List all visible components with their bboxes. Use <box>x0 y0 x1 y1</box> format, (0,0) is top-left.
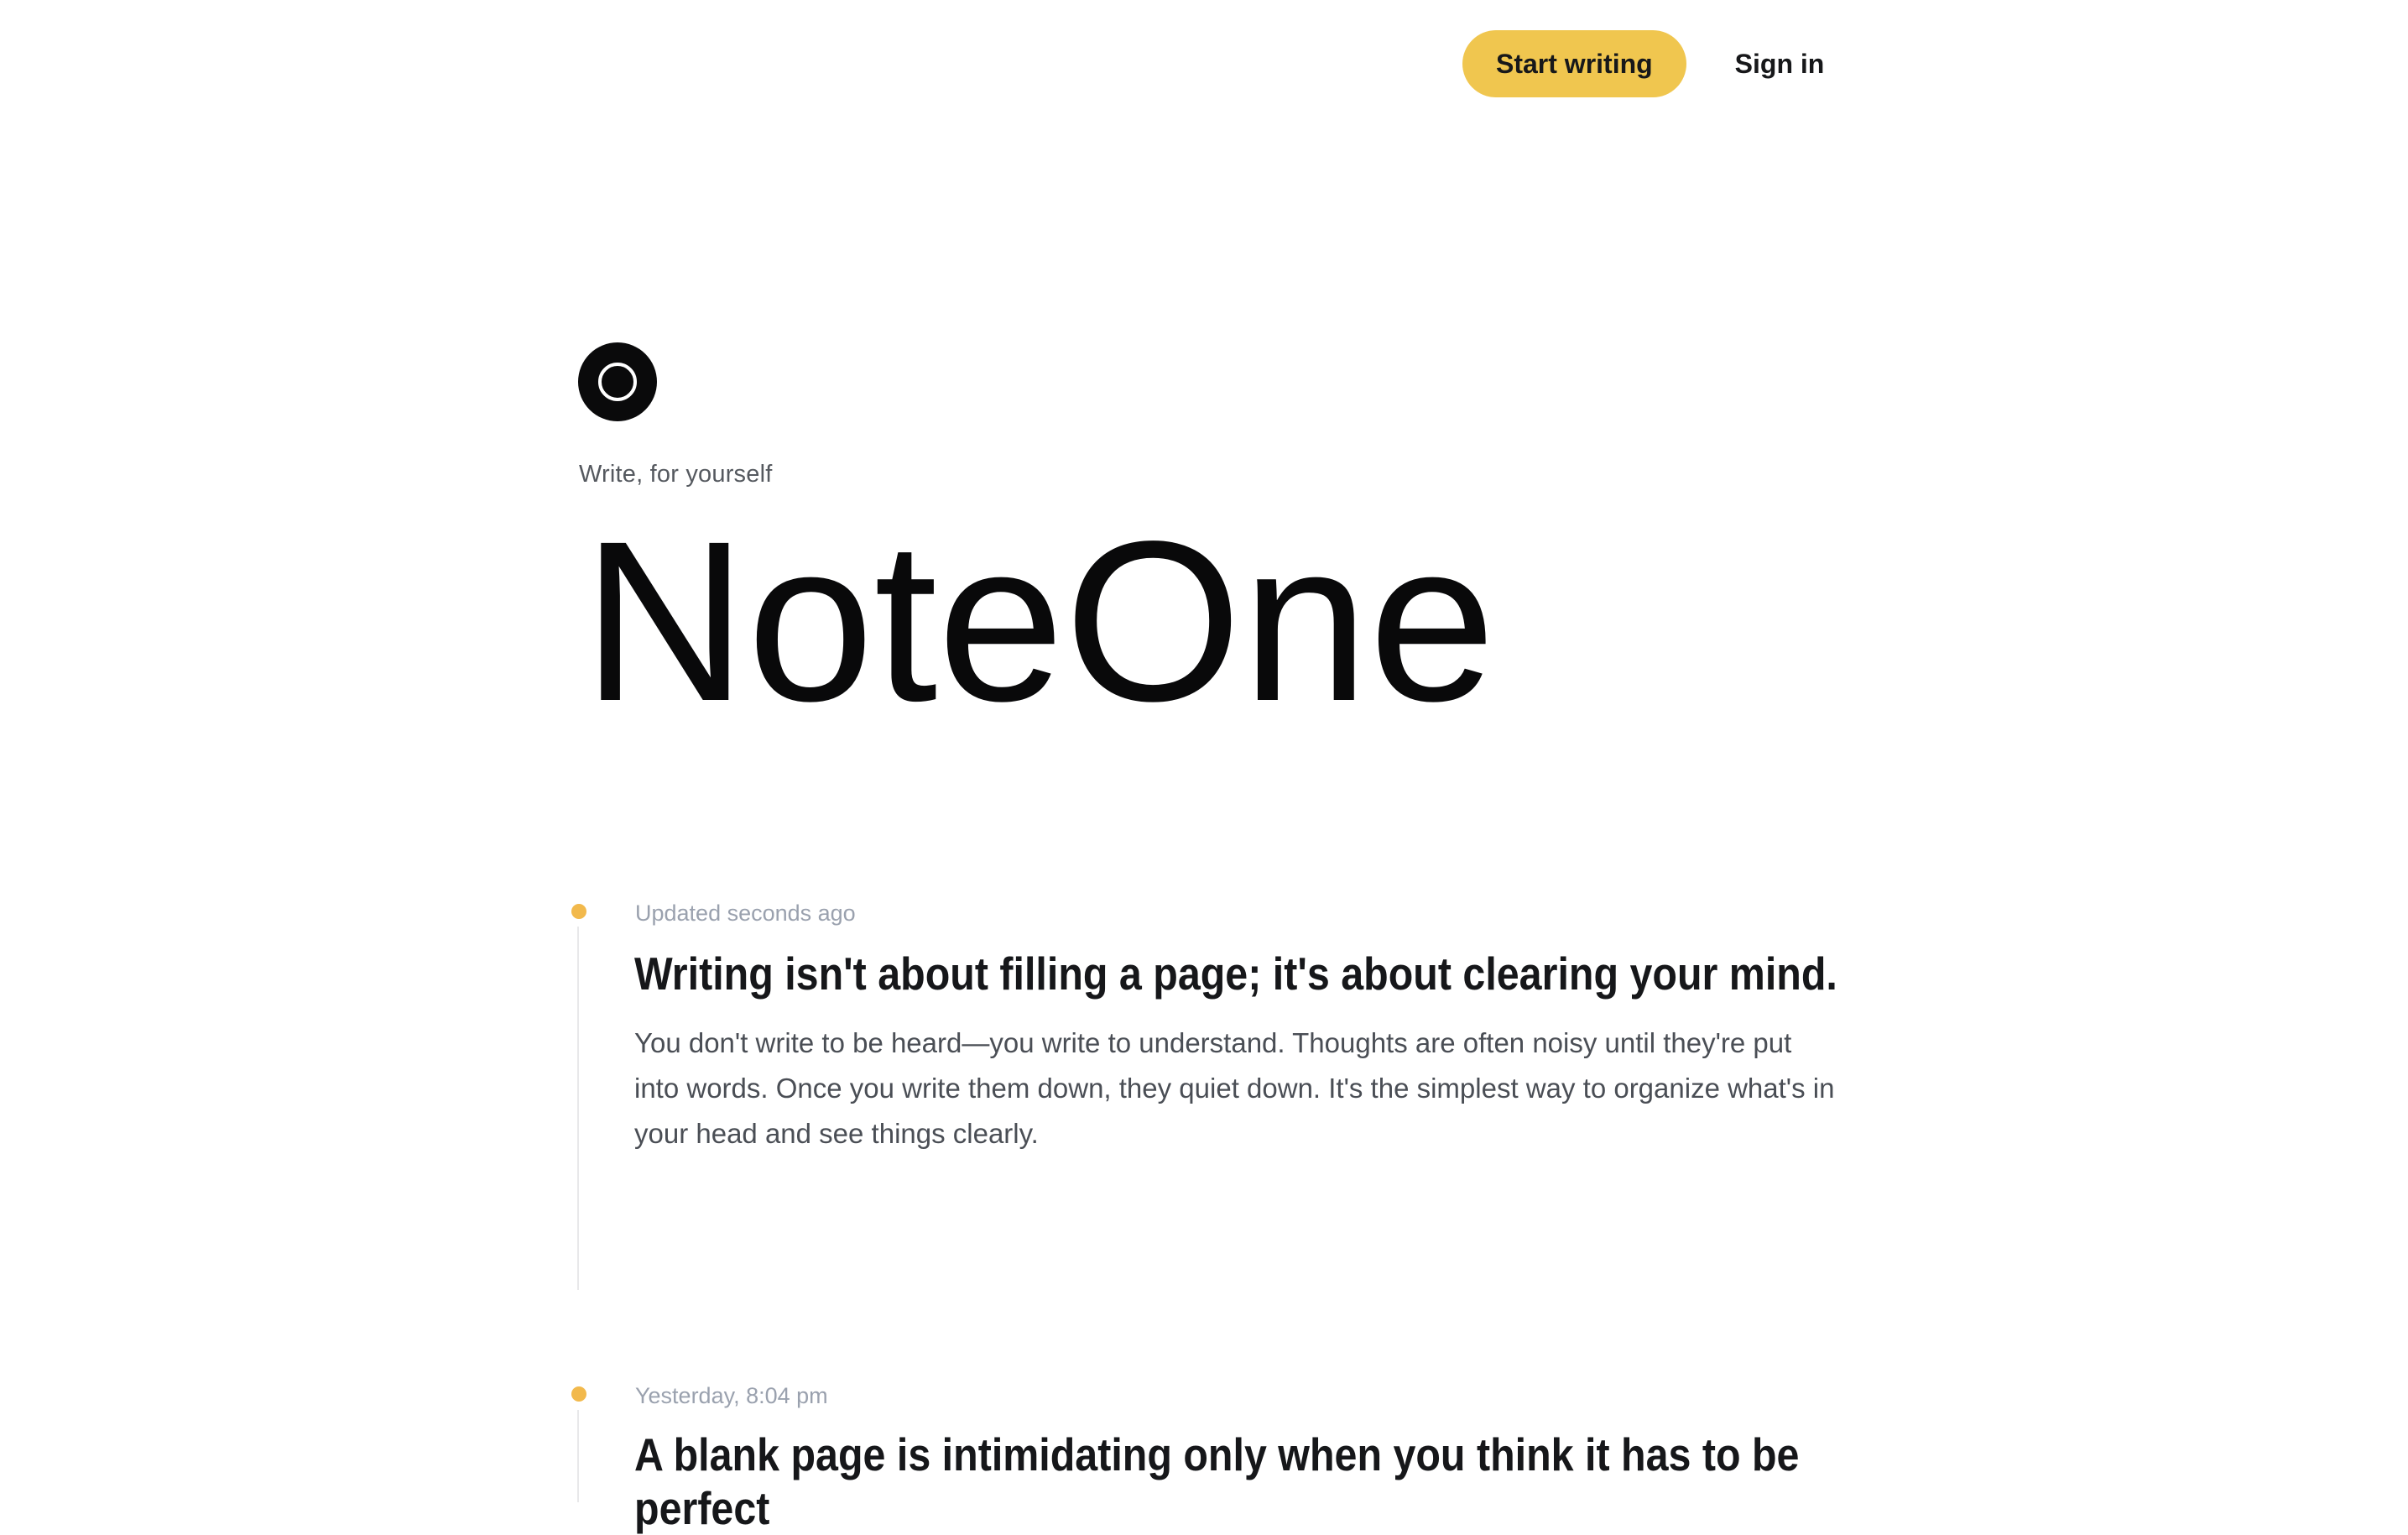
timeline-dot-icon <box>571 1386 586 1402</box>
entry-title <box>634 1428 1799 1535</box>
timeline-dot-icon <box>571 904 586 919</box>
entry-title-line: perfect <box>634 1482 770 1534</box>
page-title: NoteOne <box>582 493 1496 749</box>
hero-tagline: Write, for yourself <box>579 461 773 488</box>
sign-in-link[interactable]: Sign in <box>1734 48 1825 79</box>
header <box>1462 30 1824 97</box>
entry-title <box>634 947 1837 1000</box>
entry-body: You don't write to be heard—you write to understand. Thoughts are often noisy until they're put into words. Once you write them down, they quiet down. It's the simplest way to organize what's in your head and see things clearly. <box>634 1027 1835 1149</box>
start-writing-button[interactable]: Start writing <box>1462 30 1686 97</box>
timeline-line <box>577 1410 579 1502</box>
entry-title-line: Writing isn't about filling a page; it's about clearing your mind. <box>634 948 1837 1000</box>
ring-icon <box>598 363 637 401</box>
entry-title-line: A blank page is intimidating only when you think it has to be <box>634 1428 1800 1480</box>
entry-timestamp: Updated seconds ago <box>635 901 856 926</box>
timeline-line <box>577 927 579 1290</box>
entry-timestamp: Yesterday, 8:04 pm <box>635 1383 828 1408</box>
noteone-logo <box>578 342 657 421</box>
